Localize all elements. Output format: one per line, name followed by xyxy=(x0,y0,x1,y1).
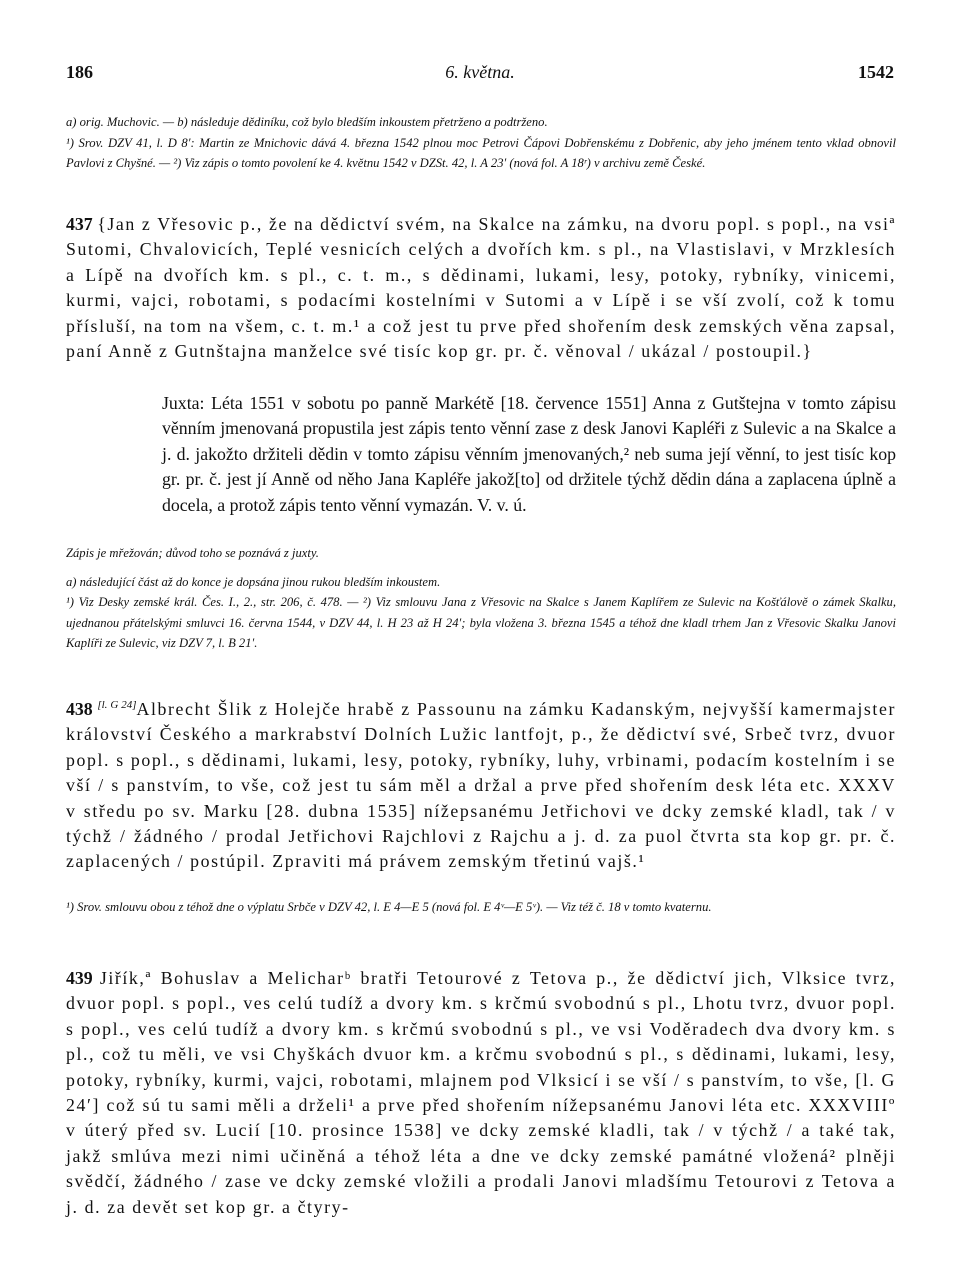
folio-reference: [l. G 24] xyxy=(97,699,137,712)
entry-number: 438 xyxy=(66,699,93,719)
page-number: 186 xyxy=(66,62,93,82)
entry-text: Jiřík,ª Bohuslav a Melicharᵇ bratři Tetourové z Tetova p., že dědictví jich, Vlksice tvrz, dvuor popl. s popl., ves celú tudíž a dvory km. s krčmú svobodnú s pl., Lhotu tvrz, dvuor popl. s popl., ves celú tudíž a dvory km. s krčmú svobodnú s pl., ve vsi Voděradech dva dvory km. s pl., což tu měli, ve vsi Chyškách dvuor km. a krčmu svobodnú s pl., s dědinami, lukami, lesy, potoky, rybníky, kurmi, vajci, robotami, mlajnem pod Vlksicí i se vší / s panstvím, to vše, [l. G 24′] což sú tu sami měli a drželi¹ a prve před shořením nížepsanému Janovi léta etc. XXXVIIIº v úterý před sv. Lucií [10. prosince 1538] ve dcky zemské kladli, tak / v týchž / a také tak, jakž smlúva mezi nimi učiněná a téhož léta a dne ve dcky zemské památné vložená² plněji svědčí, žádného / zase ve dcky zemské vložili a prodali Janovi mladšímu Tetourovi z Tetova a j. d. za devět set kop gr. a čtyry- xyxy=(66,968,896,1217)
entry-number: 437 xyxy=(66,214,93,234)
page-year: 1542 xyxy=(858,62,894,82)
entry-438-notes xyxy=(66,897,896,918)
footnote-line: a) orig. Muchovic. — b) následuje dědiníku, což bylo bledším inkoustem přetrženo a podtrženo. xyxy=(66,115,548,129)
entry-438 xyxy=(66,697,896,875)
note-a: a) následující část až do konce je dopsána jinou rukou bledším inkoustem. xyxy=(66,574,441,589)
note-refs: ¹) Srov. smlouvu obou z téhož dne o výplatu Srbče v DZV 42, l. E 4—E 5 (nová fol. E 4ᵛ—E 5ᵛ). — Viz též č. 18 v tomto kvaternu. xyxy=(66,900,712,914)
juxta-paragraph: Juxta: Léta 1551 v sobotu po panně Markétě [18. července 1551] Anna z Gutštejna v tomto zápisu věnním jmenovaná propustila jest zápis tento věnní zase z desk Janovi Kapléři z Sulevic a na Skalce a j. d. jakožto držiteli dědin v tomto zápisu věnním jmenovaných,² neb suma její věnní, to jest tisíc kop gr. pr. č. jest jí Anně od něho Jana Kapléře jakož[to] od držitele týchž dědin dána a zaplacena úplně a docela, a protož zápis tento věnní vymazán. V. v. ú. xyxy=(162,393,896,515)
entry-text: {Jan z Vřesovic p., že na dědictví svém, na Skalce na zámku, na dvoru popl. s popl., na vsiª Sutomi, Chvalovicích, Teplé vesnicích celých a dvořích km. s pl., na Vlastislavi, v Mrzklesích a Lípě na dvořích km. s pl., c. t. m., s dědinami, lukami, lesy, potoky, rybníky, vinicemi, kurmi, vajci, robotami, s podacími kostelními v Sutomi a v Lípě i se vší zvolí, což k tomu přísluší, na tom na všem, c. t. m.¹ a což jest tu prve před shořením desk zemských věna zapsal, paní Anně z Gutnštajna manželce své tisíc kop gr. pr. č. věnoval / ukázal / postoupil.} xyxy=(66,214,896,362)
top-footnotes xyxy=(66,112,896,174)
entry-number: 439 xyxy=(66,968,93,988)
entry-437-notes xyxy=(66,543,896,654)
entry-439 xyxy=(66,966,896,1220)
page-header xyxy=(66,62,894,86)
entry-text: Albrecht Šlik z Holejče hrabě z Passounu na zámku Kadanským, nejvyšší kamermajster království Českého a markrabství Dolních Lužic lantfojt, p., že dědictví své, Srbeč tvrz, dvuor popl. s popl., s dědinami, lukami, lesy, potoky, rybníky, luhy, vrbinami, podacím kostelním i se vší / s panstvím, to vše, což jest tu sám měl a držal a prve před shořením desk léta etc. XXXV v středu po sv. Marku [28. dubna 1535] nížepsanému Jetřichovi ve dcky zemské kladl, tak / v týchž / žádného / prodal Jetřichovi Rajchlovi z Rajchu a j. d. za puol čtvrta sta kop gr. pr. č. zaplacených / postúpil. Zpraviti má právem zemským třetinú vajš.¹ xyxy=(66,699,896,872)
entry-437 xyxy=(66,212,896,364)
note-refs: ¹) Viz Desky zemské král. Čes. I., 2., str. 206, č. 478. — ²) Viz smlouvu Jana z Vřesovic na Skalce s Janem Kaplířem ze Sulevic na Košťálově o zámek Skalku, ujednanou přátelskými smluvci 16. června 1544, v DZV 44, l. H 23 až H 24′; byla vložena 3. března 1545 a téhož dne kladl trhem Jan z Vřesovic Skalku Janovi Kaplíři ze Sulevic, viz DZV 7, l. B 21′. xyxy=(66,595,896,650)
page-date: 6. května. xyxy=(445,62,515,82)
footnote-line: ¹) Srov. DZV 41, l. D 8′: Martin ze Mnichovic dává 4. března 1542 plnou moc Petrovi Čápovi Dobřenskému z Dobřenic, aby jeho jménem tento vklad obnovil Pavlovi z Chyšné. — ²) Viz zápis o tomto povolení ke 4. květnu 1542 v DZSt. 42, l. A 23′ (nová fol. A 18ʳ) v archivu země České. xyxy=(66,135,896,170)
note-crossed: Zápis je mřežován; důvod toho se poznává z juxty. xyxy=(66,546,319,560)
